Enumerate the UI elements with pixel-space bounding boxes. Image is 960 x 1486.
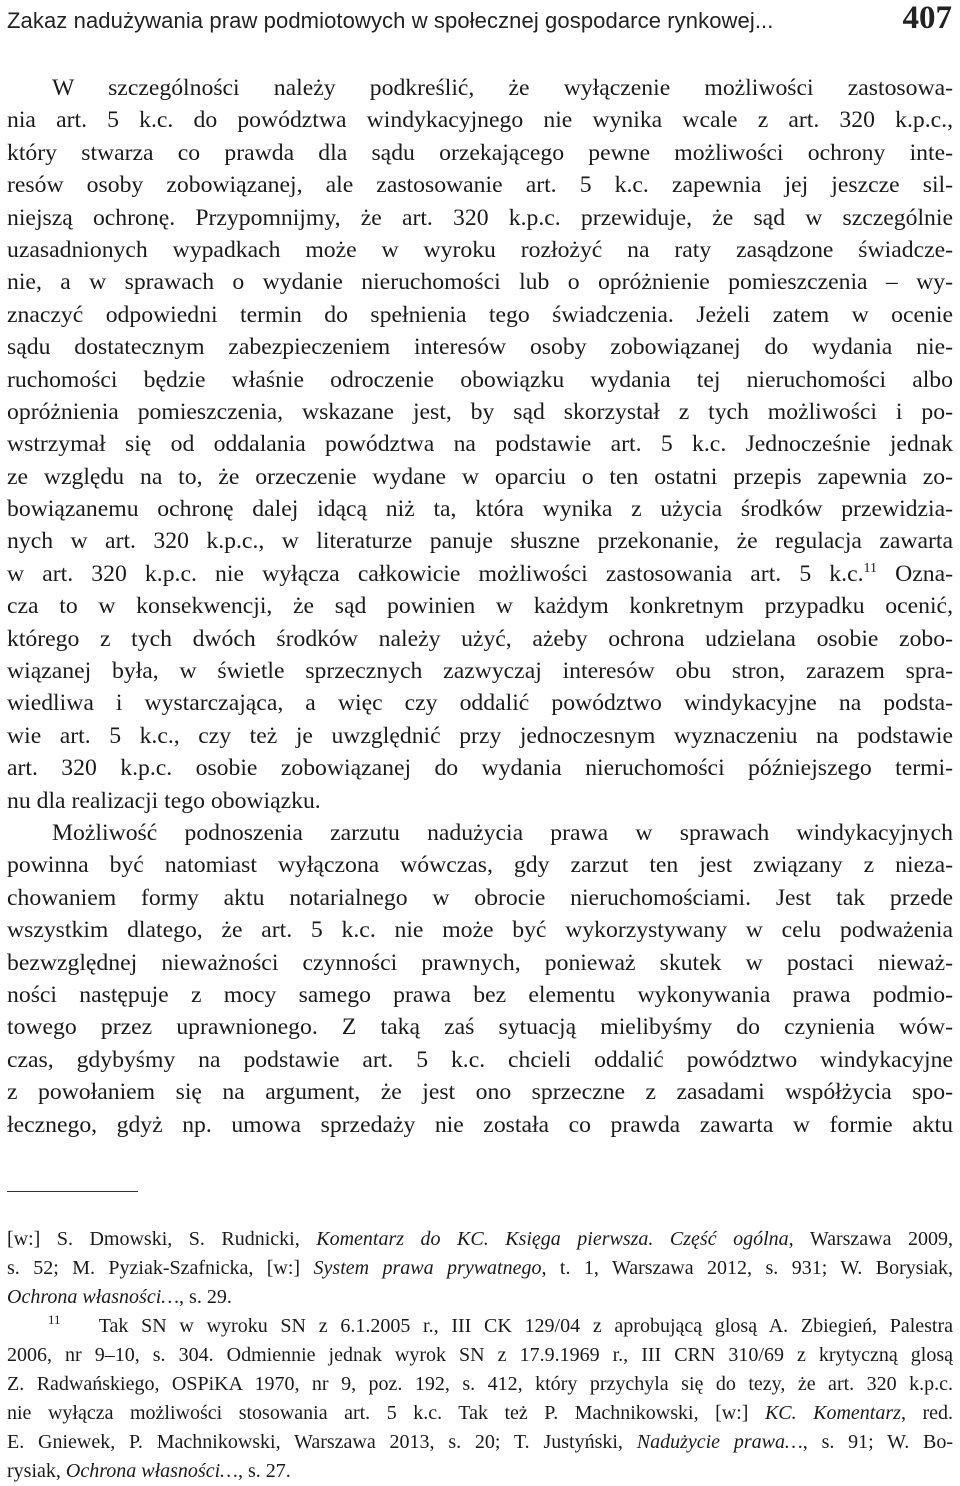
text-segment: E. Gniewek, P. Machnikowski, Warszawa 2013, s. 20; T. Justyński,: [7, 1431, 637, 1453]
text-line: wiązanej była, w świetle sprzecznych zazwyczaj interesów obu stron, zarazem spra-: [7, 658, 953, 685]
text-line: którego z tych dwóch środków należy użyć, ażeby ochrona udzielana osobie zobo-: [7, 625, 953, 652]
text-segment: Ozna-: [877, 560, 953, 587]
text-line: znaczyć odpowiedni termin do spełnienia tego świadczenia. Jeżeli zatem w ocenie: [7, 301, 953, 328]
text-line: nie, a w sprawach o wydanie nieruchomości lub o opróżnienie pomieszczenia – wy-: [7, 269, 953, 296]
footnote-number: 11: [48, 1312, 61, 1327]
text-line: ności następuje z mocy samego prawa bez elementu wykonywania prawa podmio-: [7, 981, 953, 1008]
text-line: bowiązanemu ochronę dalej idącą niż ta, która wynika z użycia środków przewidzia-: [7, 496, 953, 523]
footnote-line: [7, 1283, 953, 1312]
text-segment: rysiak,: [7, 1460, 66, 1482]
italic-title: System prawa prywatnego: [313, 1257, 542, 1279]
text-line: niejszą ochronę. Przypomnijmy, że art. 320 k.p.c. przewiduje, że sąd w szczególnie: [7, 204, 953, 231]
text-line: ruchomości będzie właśnie odroczenie obowiązku wydania tej nieruchomości albo: [7, 366, 953, 393]
text-line: nych w art. 320 k.p.c., w literaturze panuje słuszne przekonanie, że regulacja zawarta: [7, 528, 953, 555]
text-line: chowaniem formy aktu notarialnego w obrocie nieruchomościami. Jest tak przede: [7, 884, 953, 911]
italic-title: KC. Komentarz: [764, 1402, 901, 1424]
footnote-reference[interactable]: 11: [863, 560, 877, 576]
text-line: sądu dostatecznym zabezpieczeniem interesów osoby zobowiązanej do wydania nie-: [7, 334, 953, 361]
text-line: czas, gdybyśmy na podstawie art. 5 k.c. chcieli oddalić powództwo windykacyjne: [7, 1046, 953, 1073]
text-line: wiedliwa i wystarczająca, a więc czy oddalić powództwo windykacyjne na podsta-: [7, 690, 953, 717]
footnote-line: 2006, nr 9–10, s. 304. Odmiennie jednak wyrok SN z 17.9.1969 r., III CRN 310/69 z krytyczną glosą: [7, 1344, 953, 1366]
text-segment: , t. 1, Warszawa 2012, s. 931; W. Borysiak,: [541, 1257, 953, 1279]
text-segment: , red.: [900, 1402, 953, 1424]
footnote-line: [7, 1312, 953, 1341]
text-line: który stwarza co prawda dla sądu orzekającego pewne możliwości ochrony inte-: [7, 139, 953, 166]
text-line: Możliwość podnoszenia zarzutu nadużycia prawa w sprawach windykacyjnych: [52, 819, 953, 846]
text-line: uzasadnionych wypadkach może w wyroku rozłożyć na raty zasądzone świadcze-: [7, 236, 953, 263]
text-line: resów osoby zobowiązanej, ale zastosowanie art. 5 k.c. zapewnia jej jeszcze sil-: [7, 172, 953, 199]
running-title: Zakaz nadużywania praw podmiotowych w społecznej gospodarce rynkowej...: [7, 8, 774, 33]
text-line: art. 320 k.p.c. osobie zobowiązanej do wydania nieruchomości późniejszego termi-: [7, 755, 953, 782]
text-line: łecznego, gdyż np. umowa sprzedaży nie została co prawda zawarta w formie aktu: [7, 1111, 953, 1138]
text-segment: Tak SN w wyroku SN z 6.1.2005 r., III CK 129/04 z aprobującą glosą A. Zbiegień, Palestra: [98, 1315, 953, 1337]
footnote-line: [7, 1399, 953, 1428]
main-text: [7, 72, 953, 1141]
text-segment: , s. 29.: [179, 1286, 232, 1308]
text-line: cza to w konsekwencji, że sąd powinien w każdym konkretnym przypadku ocenić,: [7, 593, 953, 620]
footnote-line: [7, 1225, 953, 1254]
text-line: wszystkim dlatego, że art. 5 k.c. nie może być wykorzystywany w celu podważenia: [7, 917, 953, 944]
running-header: [7, 2, 952, 42]
text-segment: nie wyłącza możliwości stosowania art. 5 k.c. Tak też P. Machnikowski, [w:]: [7, 1402, 765, 1424]
text-line: towego przez uprawnionego. Z taką zaś sytuacją mielibyśmy do czynienia wów-: [7, 1014, 953, 1041]
footnote-line: Z. Radwańskiego, OSPiKA 1970, nr 9, poz. 192, s. 412, który przychyla się do tezy, że art. 320 k.p.c.: [7, 1373, 953, 1395]
text-segment: [w:] S. Dmowski, S. Rudnicki,: [7, 1228, 317, 1250]
footnote-line: [7, 1457, 953, 1486]
text-line: z powołaniem się na argument, że jest ono sprzeczne z zasadami współżycia spo-: [7, 1079, 953, 1106]
text-segment: , s. 27.: [237, 1460, 291, 1482]
text-line: powinna być natomiast wyłączona wówczas, gdy zarzut ten jest związany z nieza-: [7, 852, 953, 879]
footnote-line: [7, 1254, 953, 1283]
text-line: nia art. 5 k.c. do powództwa windykacyjnego nie wynika wcale z art. 320 k.p.c.,: [7, 107, 953, 134]
italic-title: Komentarz do KC. Księga pierwsza. Część ogólna: [316, 1228, 789, 1250]
text-line-with-footnote: [7, 558, 953, 590]
text-line: wstrzymał się od oddalania powództwa na podstawie art. 5 k.c. Jednocześnie jednak: [7, 431, 953, 458]
text-line: W szczególności należy podkreślić, że wyłączenie możliwości zastosowa-: [52, 75, 953, 101]
text-line: opróżnienia pomieszczenia, wskazane jest, by sąd skorzystał z tych możliwości i po-: [7, 398, 953, 425]
page-number: 407: [902, 0, 952, 36]
text-line: ze względu na to, że orzeczenie wydane w oparciu o ten ostatni przepis zapewnia zo-: [7, 463, 953, 490]
text-segment: w art. 320 k.p.c. nie wyłącza całkowicie możliwości zastosowania art. 5 k.c.: [7, 560, 864, 587]
text-line: nu dla realizacji tego obowiązku.: [7, 787, 321, 814]
italic-title: Nadużycie prawa…: [636, 1431, 803, 1453]
text-line: wie art. 5 k.c., czy też je uwzględnić przy jednoczesnym wyznaczeniu na podstawie: [7, 722, 953, 749]
footnotes: [7, 1225, 953, 1486]
text-segment: , s. 91; W. Bo-: [802, 1431, 953, 1453]
footnote-separator: [7, 1191, 138, 1192]
italic-title: Ochrona własności…: [65, 1460, 238, 1482]
footnote-line: [7, 1428, 953, 1457]
text-line: bezwzględnej nieważności czynności prawnych, ponieważ skutek w postaci nieważ-: [7, 949, 953, 976]
italic-title: Ochrona własności…: [7, 1286, 180, 1308]
text-segment: , Warszawa 2009,: [788, 1228, 953, 1250]
text-segment: s. 52; M. Pyziak-Szafnicka, [w:]: [7, 1257, 314, 1279]
